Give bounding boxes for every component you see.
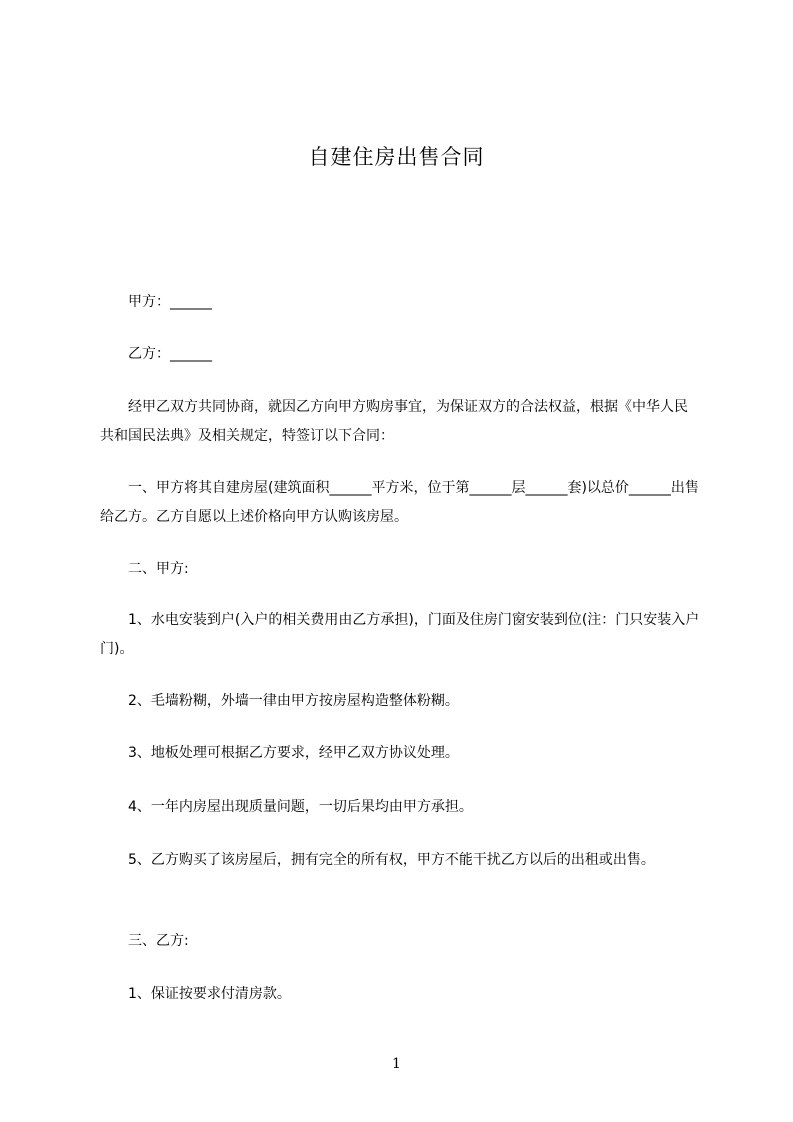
document-title: 自建住房出售合同 [308,145,485,169]
party-b-line: 乙方：______ [100,346,212,362]
preamble-paragraph: 经甲乙双方共同协商，就因乙方向甲方购房事宜，为保证双方的合法权益，根据《中华人民共和国民法典》及相关规定，特签订以下合同： [100,399,688,444]
section-2-item-5: 5、乙方购买了该房屋后，拥有完全的所有权，甲方不能干扰乙方以后的出租或出售。 [100,852,655,868]
party-a-line: 甲方：______ [100,294,212,310]
page-number: 1 [392,1056,401,1072]
section-2-item-2: 2、毛墙粉糊，外墙一律由甲方按房屋构造整体粉糊。 [100,693,459,709]
section-2-item-3: 3、地板处理可根据乙方要求，经甲乙双方协议处理。 [100,745,459,761]
section-3-heading: 三、乙方: [100,933,189,949]
section-2-item-4: 4、一年内房屋出现质量问题，一切后果均由甲方承担。 [100,799,473,815]
clause-1-paragraph: 一、甲方将其自建房屋(建筑面积______平方米，位于第______层______套)以总价______出售给乙方。乙方自愿以上述价格向甲方认购该房屋。 [100,480,699,525]
section-2-item-1: 1、水电安装到户(入户的相关费用由乙方承担)，门面及住房门窗安装到位(注：门只安装入户门)。 [100,612,700,657]
section-2-heading: 二、甲方: [100,561,189,577]
section-3-item-1: 1、保证按要求付清房款。 [100,986,291,1002]
